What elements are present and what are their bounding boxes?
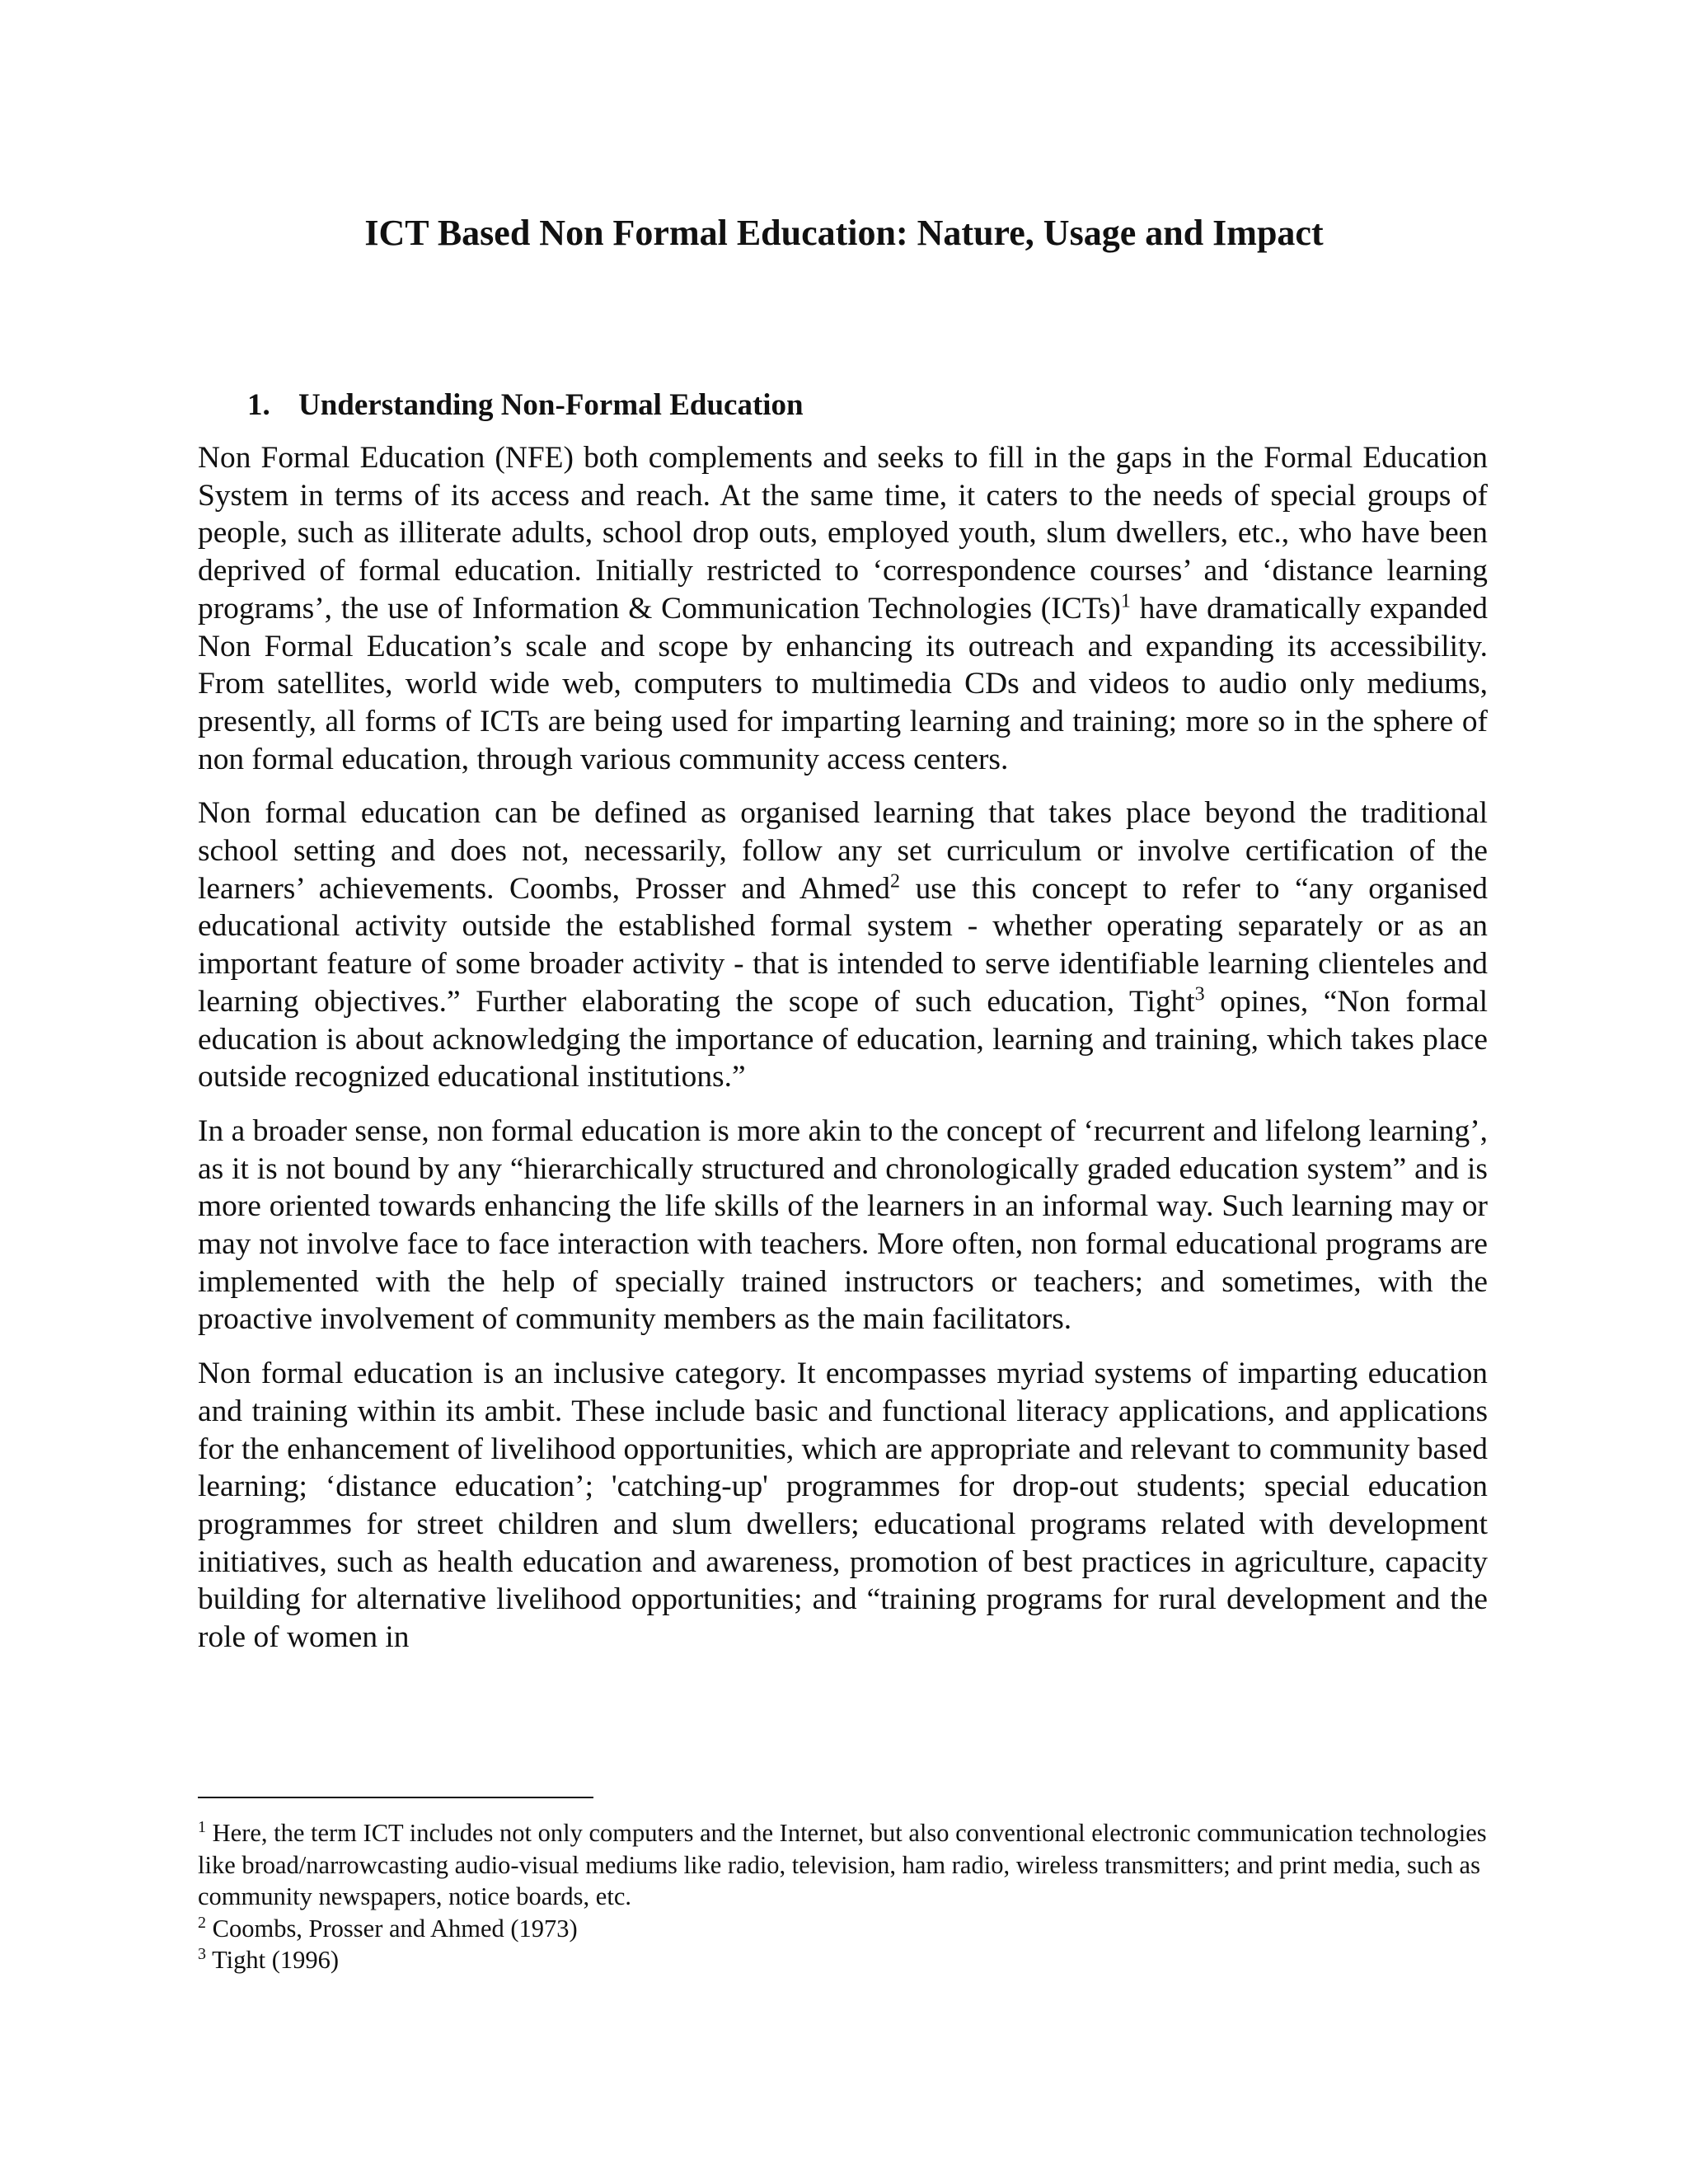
footnote-ref-3: 3 <box>1194 983 1205 1005</box>
paragraph-1-text-a: Non Formal Education (NFE) both complements and seeks to fill in the gaps in the Formal Education System in terms of its access and reach. At the same time, it caters to the needs of special groups of people, such as illiterate adults, school drop outs, employed youth, slum dwellers, etc., who have been deprived of formal education. Initially restricted to ‘correspondence courses’ and ‘distance learning programs’, the use of Information & Communication Technologies (ICTs) <box>198 441 1488 626</box>
footnote-1-mark: 1 <box>198 1817 206 1836</box>
footnote-ref-2: 2 <box>889 870 900 893</box>
footnote-ref-1: 1 <box>1120 590 1131 612</box>
paragraph-2-text-a: Non formal education can be defined as organised learning that takes place beyond the traditional school setting and does not, necessarily, follow any set curriculum or involve certification of the learners’ achievements. Coombs, Prosser and Ahmed <box>198 796 1488 906</box>
paragraph-2 <box>198 794 1488 1096</box>
section-heading <box>247 386 804 425</box>
footnote-divider <box>198 1797 593 1798</box>
paragraph-3: In a broader sense, non formal education is more akin to the concept of ‘recurrent and lifelong learning’, as it is not bound by any “hierarchically structured and chronologically graded education system” and is more oriented towards enhancing the life skills of the learners in an informal way. Such learning may or may not involve face to face interaction with teachers. More often, non formal educational programs are implemented with the help of specially trained instructors or teachers; and sometimes, with the proactive involvement of community members as the main facilitators. <box>198 1113 1488 1337</box>
paragraph-4: Non formal education is an inclusive category. It encompasses myriad systems of imparting education and training within its ambit. These include basic and functional literacy applications, and applications for the enhancement of livelihood opportunities, which are appropriate and relevant to community based learning; ‘distance education’; 'catching-up' programmes for drop-out students; special education programmes for street children and slum dwellers; educational programs related with development initiatives, such as health education and awareness, promotion of best practices in agriculture, capacity building for alternative livelihood opportunities; and “training programs for rural development and the role of women in <box>198 1357 1488 1655</box>
footnote-1-text: Here, the term ICT includes not only computers and the Internet, but also conventional electronic communication technologies like broad/narrowcasting audio-visual mediums like radio, television, ham radio, wireless transmitters; and print media, such as community newspapers, notice boards, etc. <box>198 1819 1487 1910</box>
paragraph-1 <box>198 439 1488 778</box>
document-title: ICT Based Non Formal Education: Nature, Usage and Impact <box>364 213 1324 253</box>
section-number: 1. <box>247 388 270 422</box>
footnote-2 <box>198 1913 1488 1945</box>
paragraph-2-text-b: use this concept to refer to “any organised educational activity outside the established formal system - whether operating separately or as an important feature of some broader activity - that is intended to serve identifiable learning clienteles and learning objectives.” Further elaborating the scope of such education, Tight <box>198 871 1488 1019</box>
footnote-3-mark: 3 <box>198 1944 206 1963</box>
footnote-3-text: Tight (1996) <box>206 1946 340 1974</box>
footnote-2-mark: 2 <box>198 1913 206 1932</box>
paragraph-2-text-c: opines, “Non formal education is about acknowledging the importance of education, learning and training, which takes place outside recognized educational institutions.” <box>198 984 1488 1094</box>
body-text <box>198 439 1488 1673</box>
paragraph-1-text-b: have dramatically expanded Non Formal Education’s scale and scope by enhancing its outreach and expanding its accessibility. From satellites, world wide web, computers to multimedia CDs and videos to audio only mediums, presently, all forms of ICTs are being used for imparting learning and training; more so in the sphere of non formal education, through various community access centers. <box>198 591 1488 776</box>
section-heading-text: Understanding Non-Formal Education <box>298 388 804 422</box>
footnote-2-text: Coombs, Prosser and Ahmed (1973) <box>206 1914 578 1943</box>
footnote-3 <box>198 1944 1488 1976</box>
footnote-1 <box>198 1817 1488 1913</box>
footnotes <box>198 1817 1488 1976</box>
